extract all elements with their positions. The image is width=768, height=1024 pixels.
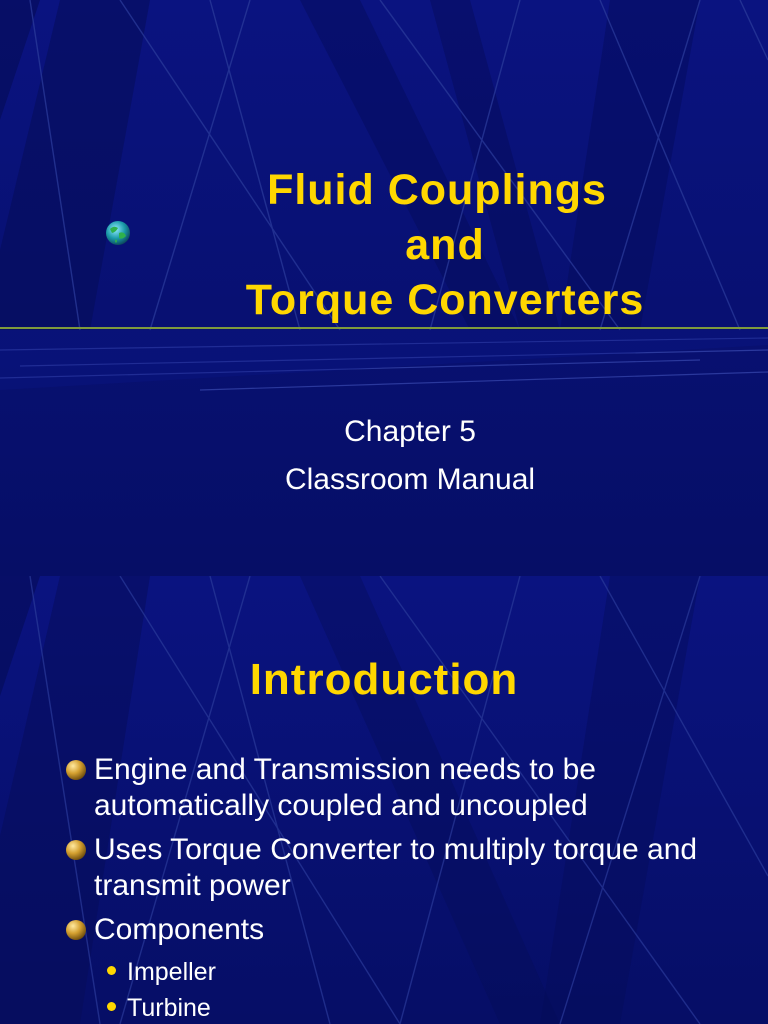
- gold-ball-icon: [65, 759, 87, 781]
- bullet-text: Uses Torque Converter to multiply torque and transmit power: [94, 833, 698, 902]
- sub-bullet-text: Impeller: [127, 958, 216, 986]
- title-line-1: Fluid Couplings: [267, 166, 607, 214]
- bullet-item: [62, 832, 742, 904]
- yellow-dot-icon: [107, 966, 116, 975]
- bullet-list: [62, 752, 742, 1024]
- subtitle-manual: Classroom Manual: [284, 463, 536, 496]
- sub-bullet-text: Turbine: [127, 994, 211, 1022]
- bullet-item: [62, 912, 742, 1024]
- gold-ball-icon: [65, 839, 87, 861]
- bullet-text: Components: [94, 913, 265, 946]
- sub-bullet-list: [94, 954, 742, 1024]
- title-line-3: Torque Converters: [245, 276, 645, 324]
- bullet-text: Engine and Transmission needs to be automatically coupled and uncoupled: [94, 753, 596, 822]
- gold-ball-icon: [65, 919, 87, 941]
- introduction-slide: [0, 576, 768, 1024]
- yellow-dot-icon: [107, 1002, 116, 1011]
- subtitle-chapter: Chapter 5: [344, 415, 476, 448]
- title-line-2: and: [405, 221, 485, 269]
- bullet-item: [62, 752, 742, 824]
- sub-bullet-item: [94, 954, 742, 990]
- sub-bullet-item: [94, 990, 742, 1024]
- slide-title: Introduction: [249, 655, 519, 704]
